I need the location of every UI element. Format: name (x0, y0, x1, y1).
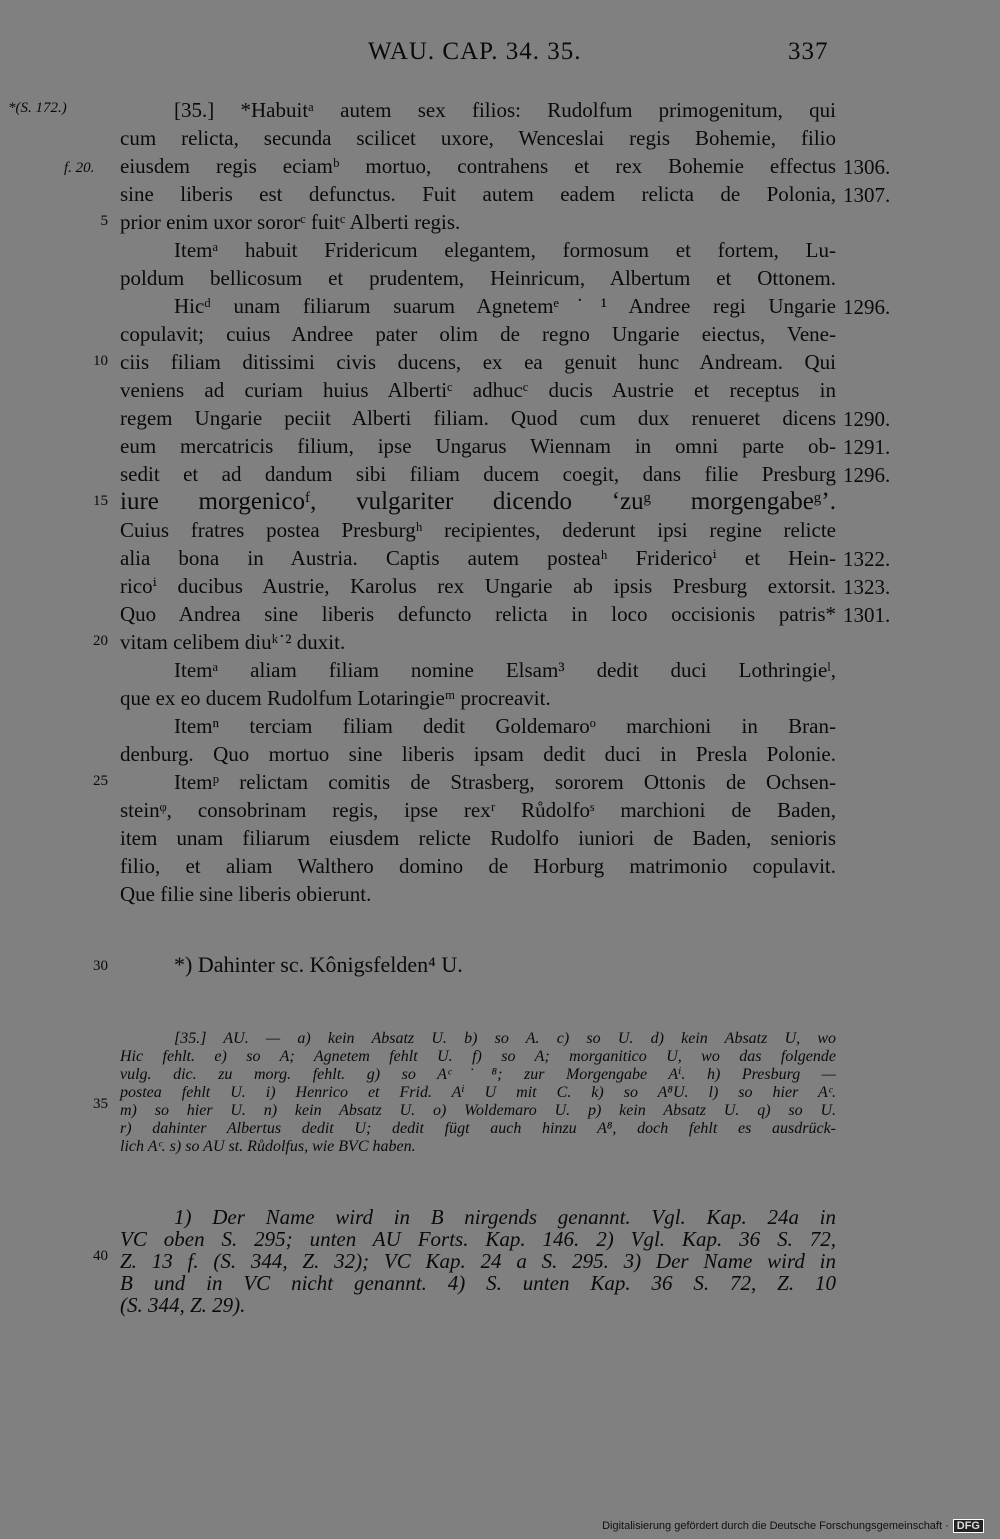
body-line: steinᵠ, consobrinam regis, ipse rexʳ Růdolfoˢ marchioni de Baden, (120, 798, 836, 822)
apparatus-line: vulg. dic. zu morg. fehlt. g) so Aᶜ˙⁸; zur Morgengabe Aⁱ. h) Presburg — (120, 1066, 836, 1083)
margin-year: 1290. (843, 407, 891, 431)
body-line: Itemᵖ relictam comitis de Strasberg, sororem Ottonis de Ochsen- (174, 770, 836, 794)
line-number: 20 (93, 633, 108, 649)
body-line: filio, et aliam Walthero domino de Horburg matrimonio copulavit. (120, 854, 836, 878)
body-line: Hicᵈ unam filiarum suarum Agnetemᵉ˙¹ Andree regi Ungarie (174, 294, 836, 318)
page-number: 337 (788, 38, 829, 65)
body-line: alia bona in Austria. Captis autem posteaʰ Fridericoⁱ et Hein- (120, 546, 836, 570)
footnote-line: Z. 13 f. (S. 344, Z. 32); VC Kap. 24 a S. 295. 3) Der Name wird in (120, 1249, 836, 1273)
margin-year: 1296. (843, 463, 891, 487)
line-number: 25 (93, 773, 108, 789)
body-line: Quo Andrea sine liberis defuncto relicta in loco occisionis patris* (120, 602, 836, 626)
body-line: item unam filiarum eiusdem relicte Rudolfo iuniori de Baden, senioris (120, 826, 836, 850)
footnote-line: (S. 344, Z. 29). (120, 1293, 246, 1317)
credit-text: Digitalisierung gefördert durch die Deutsche Forschungsgemeinschaft · (602, 1520, 949, 1532)
apparatus-line: m) so hier U. n) kein Absatz U. o) Woldemaro U. p) kein Absatz U. q) so U. (120, 1102, 836, 1119)
body-line: [35.] *Habuitᵃ autem sex filios: Rudolfum primogenitum, qui (174, 98, 836, 122)
body-line: Que filie sine liberis obierunt. (120, 882, 372, 906)
body-line: cum relicta, secunda scilicet uxore, Wenceslai regis Bohemie, filio (120, 126, 836, 150)
margin-year: 1296. (843, 295, 891, 319)
line-number: 40 (93, 1248, 108, 1264)
running-title: WAU. CAP. 34. 35. (368, 38, 582, 65)
body-line: sedit et ad dandum sibi filiam ducem coegit, dans filie Presburg (120, 462, 836, 486)
margin-year: 1323. (843, 575, 891, 599)
line-number: 35 (93, 1096, 108, 1112)
body-line: Cuius fratres postea Presburgʰ recipientes, dederunt ipsi regine relicte (120, 518, 836, 542)
margin-ref: f. 20. (64, 160, 95, 176)
body-line: Itemᵃ aliam filiam nomine Elsam³ dedit duci Lothringieˡ, (174, 658, 836, 682)
apparatus-line: Hic fehlt. e) so A; Agnetem fehlt U. f) so A; morganitico U, wo das folgende (120, 1048, 836, 1065)
margin-year: 1301. (843, 603, 891, 627)
body-line: denburg. Quo mortuo sine liberis ipsam dedit duci in Presla Polonie. (120, 742, 836, 766)
body-line: veniens ad curiam huius Albertiᶜ adhucᶜ ducis Austrie et receptus in (120, 378, 836, 402)
margin-year: 1306. (843, 155, 891, 179)
body-line: vitam celibem diuᵏ˙² duxit. (120, 630, 346, 654)
body-line: sine liberis est defunctus. Fuit autem eadem relicta de Polonia, (120, 182, 836, 206)
line-number: 10 (93, 353, 108, 369)
apparatus-line: postea fehlt U. i) Henrico et Frid. Aⁱ U mit C. k) so A⁸U. l) so hier Aᶜ. (120, 1084, 836, 1101)
margin-ref: *(S. 172.) (8, 100, 67, 116)
margin-year: 1307. (843, 183, 891, 207)
body-line: Itemᵃ habuit Fridericum elegantem, formosum et fortem, Lu- (174, 238, 836, 262)
body-line: copulavit; cuius Andree pater olim de regno Ungarie eiectus, Vene- (120, 322, 836, 346)
footnote-line: B und in VC nicht genannt. 4) S. unten Kap. 36 S. 72, Z. 10 (120, 1271, 836, 1295)
apparatus-line: r) dahinter Albertus dedit U; dedit fügt auch hinzu A⁸, doch fehlt es ausdrück- (120, 1120, 836, 1137)
apparatus-line: lich Aᶜ. s) so AU st. Růdolfus, wie BVC haben. (120, 1138, 416, 1155)
line-number: 15 (93, 493, 108, 509)
body-line: Itemⁿ terciam filiam dedit Goldemaroᵒ marchioni in Bran- (174, 714, 836, 738)
body-line: poldum bellicosum et prudentem, Heinricum, Albertum et Ottonem. (120, 266, 836, 290)
footnote-line: VC oben S. 295; unten AU Forts. Kap. 146. 2) Vgl. Kap. 36 S. 72, (120, 1227, 836, 1251)
margin-year: 1291. (843, 435, 891, 459)
dfg-logo: DFG (953, 1519, 984, 1533)
body-line: eum mercatricis filium, ipse Ungarus Wiennam in omni parte ob- (120, 434, 836, 458)
body-line: ricoⁱ ducibus Austrie, Karolus rex Ungarie ab ipsis Presburg extorsit. (120, 574, 836, 598)
body-line: eiusdem regis eciamᵇ mortuo, contrahens et rex Bohemie effectus (120, 154, 836, 178)
body-line: iure morgenicoᶠ, vulgariter dicendo ‘zuᵍ morgengabeᵍ’. (120, 488, 836, 515)
margin-year: 1322. (843, 547, 891, 571)
footnote-line: 1) Der Name wird in B nirgends genannt. Vgl. Kap. 24a in (174, 1205, 836, 1229)
line-number: 30 (93, 958, 108, 974)
body-line: que ex eo ducem Rudolfum Lotaringieᵐ procreavit. (120, 686, 551, 710)
digitization-credit (602, 1519, 984, 1533)
line-number: 5 (100, 213, 108, 229)
marginal-note: *) Dahinter sc. Kônigsfelden⁴ U. (174, 952, 463, 977)
body-line: ciis filiam ditissimi civis ducens, ex ea genuit hunc Andream. Qui (120, 350, 836, 374)
apparatus-line: [35.] AU. — a) kein Absatz U. b) so A. c) so U. d) kein Absatz U, wo (174, 1030, 836, 1047)
body-line: prior enim uxor sororᶜ fuitᶜ Alberti regis. (120, 210, 461, 234)
body-line: regem Ungarie peciit Alberti filiam. Quod cum dux renueret dicens (120, 406, 836, 430)
